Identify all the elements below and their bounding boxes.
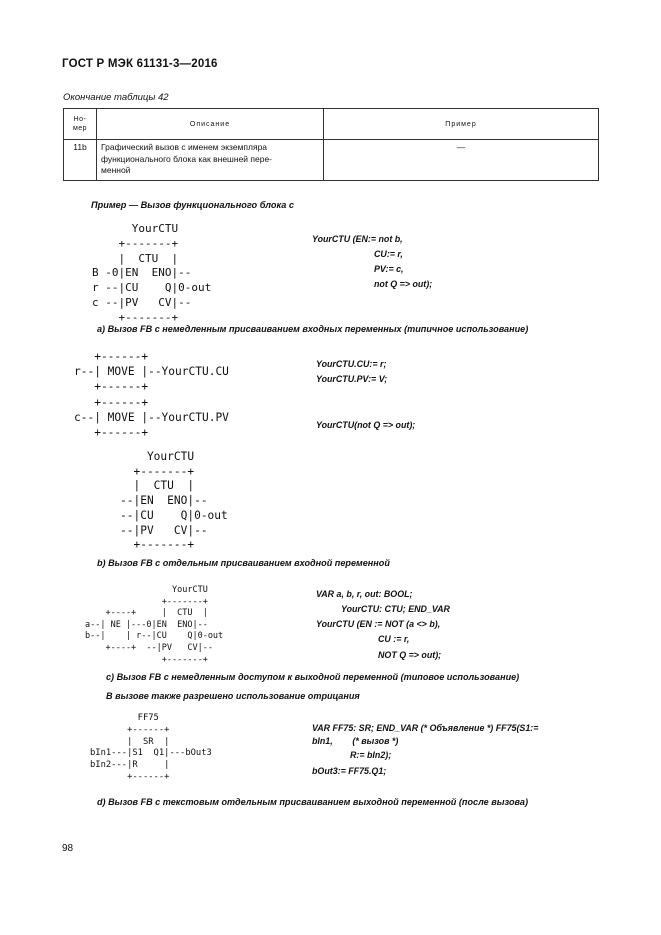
row-number: 11b [64,140,97,181]
code-c-line: CU := r, [378,634,410,644]
code-d-line: R:= bIn2); [350,750,392,760]
caption-d: d) Вызов FB с текстовым отдельным присваиванием выходной переменной (после вызова) [97,797,529,807]
table-caption: Окончание таблицы 42 [63,92,169,103]
code-a-line: PV:= c, [374,264,404,274]
code-b-line: YourCTU(not Q => out); [316,420,416,430]
diagram-b-fb: YourCTU +-------+ | CTU | --|EN ENO|-- --|CU Q|0-out --|PV CV|-- +-------+ [120,450,228,552]
caption-b: b) Вызов FB с отдельным присваиванием входной переменной [97,558,390,568]
col-header-example: Пример [324,109,599,140]
page-number: 98 [62,843,74,854]
code-a-line: CU:= r, [374,249,403,259]
code-b-line: YourCTU.PV:= V; [316,374,388,384]
col-header-number [64,109,97,140]
row-example: — [324,140,599,181]
row-description [97,140,324,181]
code-c-line: NOT Q => out); [378,650,442,660]
diagram-c-fb: YourCTU +-------+ +----+ | CTU | a--| NE |---0|EN ENO|-- b--| | r--|CU Q|0-out +----+ --|PV CV|-- +-------+ [85,585,224,665]
row-description-l3: менной [101,165,131,175]
document-header: ГОСТ Р МЭК 61131-3—2016 [62,58,218,70]
diagram-d-sr: FF75 +------+ | SR | bIn1---|S1 Q1|---bOut3 bIn2---|R | +------+ [90,713,212,782]
table-row [64,140,599,181]
caption-c: c) Вызов FB с немедленным доступом к выходной переменной (типовое использование) [106,672,520,682]
negation-note: В вызове также разрешено использование отрицания [106,691,360,701]
example-title: Пример — Вызов функционального блока с [91,200,295,210]
code-d-line: bOut3:= FF75.Q1; [312,766,387,776]
code-c-line: YourCTU (EN := NOT (a <> b), [316,619,441,629]
continuation-table [63,108,599,181]
row-description-l1: Графический вызов с именем экземпляра [101,142,268,152]
col-header-number-l1: Но- [73,116,87,123]
code-c-line: YourCTU: CTU; END_VAR [341,604,450,614]
code-d-line: VAR FF75: SR; END_VAR (* Объявление *) FF75(S1:= [312,723,539,733]
code-a-line: YourCTU (EN:= not b, [312,234,403,244]
diagram-b-move: +------+ r--| MOVE |--YourCTU.CU +------+ +------+ c--| MOVE |--YourCTU.PV +------+ [74,350,229,440]
code-c-line: VAR a, b, r, out: BOOL; [316,589,413,599]
row-description-l2: функционального блока как внешней пере- [101,153,273,164]
diagram-a-fb: YourCTU +-------+ | CTU | B -0|EN ENO|-- r --|CU Q|0-out c --|PV CV|-- +-------+ [92,222,212,324]
table-header-row [64,109,599,140]
code-a-line: not Q => out); [374,279,433,289]
caption-a: a) Вызов FB с немедленным присваиванием входных переменных (типичное использование) [97,324,529,334]
col-header-number-l2: мер [72,125,88,132]
col-header-description: Описание [97,109,324,140]
code-d-line: bIn1, (* вызов *) [312,736,399,746]
code-b-line: YourCTU.CU:= r; [316,359,387,369]
